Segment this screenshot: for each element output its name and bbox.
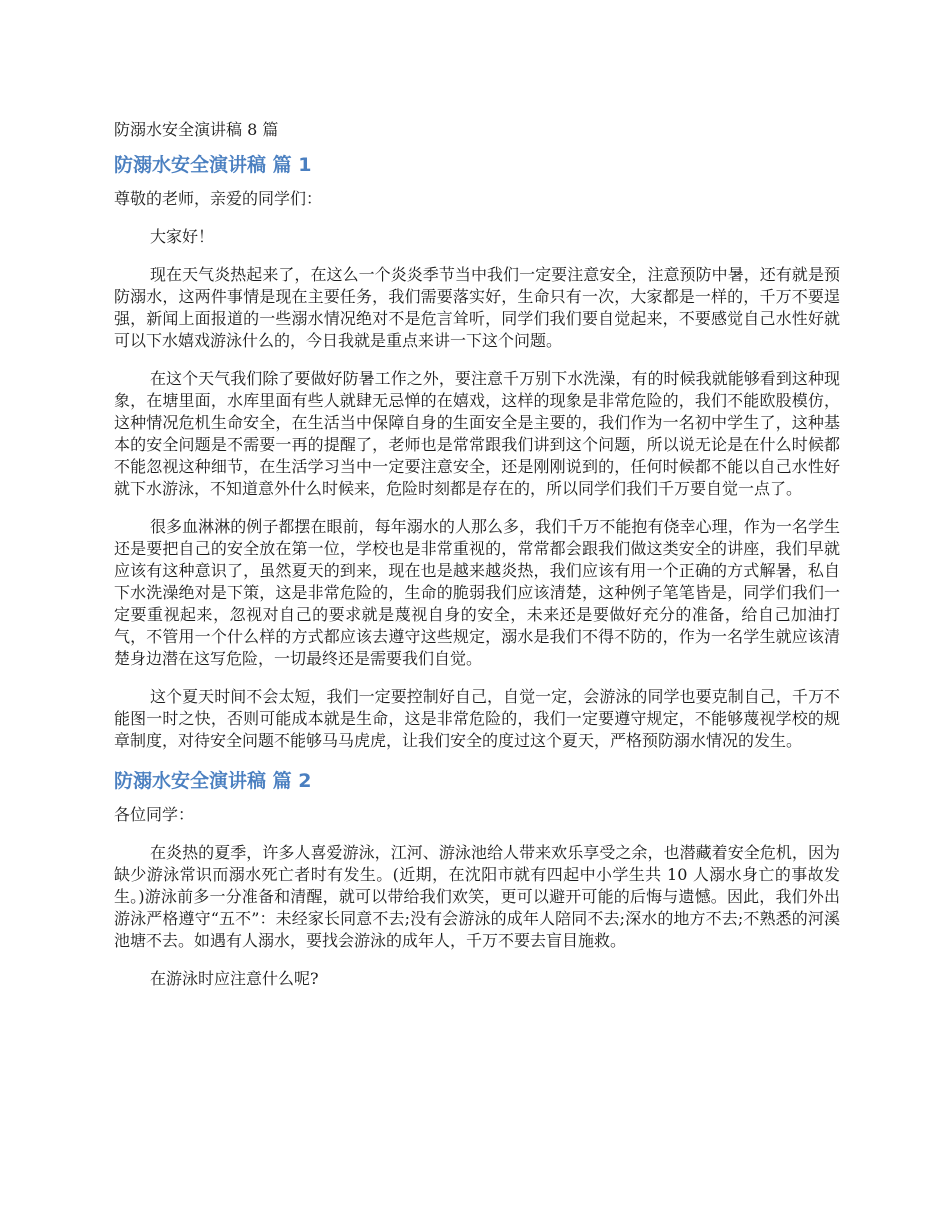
salutation-1: 尊敬的老师，亲爱的同学们：	[114, 189, 323, 208]
section-heading-1: 防溺水安全演讲稿 篇 1	[114, 154, 312, 176]
salutation-2: 各位同学：	[114, 805, 195, 824]
paragraph: 大家好！	[150, 227, 215, 246]
paragraph: 现在天气炎热起来了，在这么一个炎炎季节当中我们一定要注意安全，注意预防中暑，还有就是预防溺水，这两件事情是现在主要任务，我们需要落实好，生命只有一次，大家都是一样的，千万不要逞强，新闻上面报道的一些溺水情况绝对不是危言耸听，同学们我们要自觉起来，不要感觉自己水性好就可以下水嬉戏游泳什么的，今日我就是重点来讲一下这个问题。	[114, 265, 840, 350]
section-1	[114, 152, 840, 752]
section-heading-2: 防溺水安全演讲稿 篇 2	[114, 770, 312, 792]
section-2	[114, 768, 840, 990]
paragraph: 这个夏天时间不会太短，我们一定要控制好自己，自觉一定，会游泳的同学也要克制自己，千万不能图一时之快，否则可能成本就是生命，这是非常危险的，我们一定要遵守规定，不能够蔑视学校的规章制度，对待安全问题不能够马马虎虎，让我们安全的度过这个夏天，严格预防溺水情况的发生。	[114, 687, 840, 750]
paragraph: 在游泳时应注意什么呢?	[150, 969, 319, 988]
paragraph: 很多血淋淋的例子都摆在眼前，每年溺水的人那么多，我们千万不能抱有侥幸心理，作为一名学生还是要把自己的安全放在第一位，学校也是非常重视的，常常都会跟我们做这类安全的讲座，我们早就应该有这种意识了，虽然夏天的到来，现在也是越来越炎热，我们应该有用一个正确的方式解暑，私自下水洗澡绝对是下策，这是非常危险的，生命的脆弱我们应该清楚，这种例子笔笔皆是，同学们我们一定要重视起来，忽视对自己的要求就是蔑视自身的安全，未来还是要做好充分的准备，给自己加油打气，不管用一个什么样的方式都应该去遵守这些规定，溺水是我们不得不防的，作为一名学生就应该清楚身边潜在这写危险，一切最终还是需要我们自觉。	[114, 517, 840, 668]
document-page	[114, 118, 840, 1006]
paragraph: 在炎热的夏季，许多人喜爱游泳，江河、游泳池给人带来欢乐享受之余，也潜藏着安全危机，因为缺少游泳常识而溺水死亡者时有发生。(近期，在沈阳市就有四起中小学生共 10 人溺水身亡的事故发生。)游泳前多一分准备和清醒，就可以带给我们欢笑，更可以避开可能的后悔与遗憾。因此，我们外出游泳严格遵守“五不”：未经家长同意不去;没有会游泳的成年人陪同不去;深水的地方不去;不熟悉的河溪池塘不去。如遇有人溺水，要找会游泳的成年人，千万不要去盲目施救。	[114, 843, 840, 950]
document-title: 防溺水安全演讲稿 8 篇	[114, 120, 279, 139]
paragraph: 在这个天气我们除了要做好防暑工作之外，要注意千万别下水洗澡，有的时候我就能够看到这种现象，在塘里面，水库里面有些人就肆无忌惮的在嬉戏，这样的现象是非常危险的，我们不能欧股模仿，这种情况危机生命安全，在生活当中保障自身的生面安全是主要的，我们作为一名初中学生了，这种基本的安全问题是不需要一再的提醒了，老师也是常常跟我们讲到这个问题，所以说无论是在什么时候都不能忽视这种细节，在生活学习当中一定要注意安全，还是刚刚说到的，任何时候都不能以自己水性好就下水游泳，不知道意外什么时候来，危险时刻都是存在的，所以同学们我们千万要自觉一点了。	[114, 369, 840, 498]
